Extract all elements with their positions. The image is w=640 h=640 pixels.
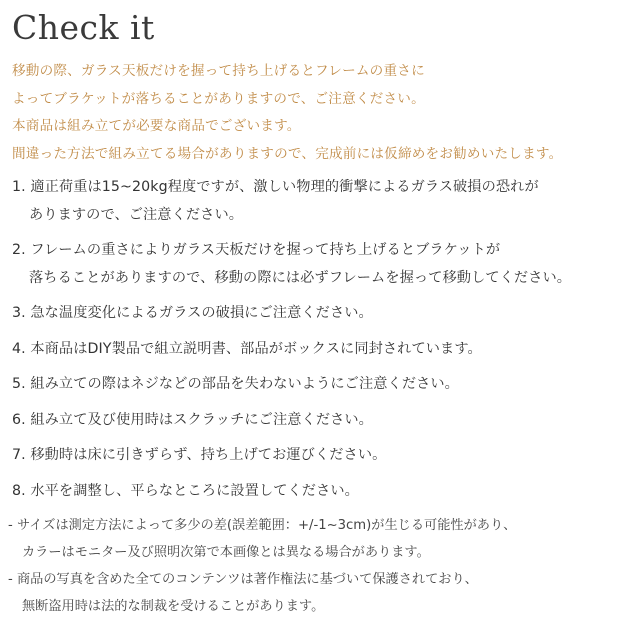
- note-item-3: [12, 300, 632, 328]
- note-line: ありますので、ご注意ください。: [29, 206, 244, 223]
- remarks-block: [8, 512, 632, 620]
- caution-line: よってブラケットが落ちることがありますので、ご注意ください。: [12, 90, 425, 107]
- note-line: 落ちることがありますので、移動の際には必ずフレームを握って移動してください。: [29, 269, 572, 286]
- numbered-notes-list: [12, 174, 632, 505]
- caution-block: [12, 58, 632, 168]
- note-item-2: [12, 237, 632, 292]
- remark-line: - 商品の写真を含めた全てのコンテンツは著作権法に基づいて保護されており、: [8, 572, 478, 587]
- note-item-4: [12, 336, 632, 364]
- caution-line: 移動の際、ガラス天板だけを握って持ち上げるとフレームの重さに: [12, 63, 425, 79]
- page-title: Check it: [12, 8, 155, 47]
- note-line: 2. フレームの重さによりガラス天板だけを握って持ち上げるとブラケットが: [12, 242, 501, 258]
- remark-line: 無断盗用時は法的な制裁を受けることがあります。: [22, 599, 325, 614]
- note-line: 3. 急な温度変化によるガラスの破損にご注意ください。: [12, 305, 373, 321]
- note-item-1: [12, 174, 632, 229]
- caution-line: 本商品は組み立てが必要な商品でございます。: [12, 118, 301, 134]
- note-line: 7. 移動時は床に引きずらず、持ち上げてお運びください。: [12, 447, 387, 463]
- note-line: 1. 適正荷重は15~20kg程度ですが、激しい物理的衝撃によるガラス破損の恐れが: [12, 179, 539, 195]
- note-item-8: [12, 478, 632, 506]
- caution-line: 間違った方法で組み立てる場合がありますので、完成前には仮締めをお勧めいたします。: [12, 145, 563, 162]
- note-line: 8. 水平を調整し、平らなところに設置してください。: [12, 482, 359, 499]
- note-item-5: [12, 371, 632, 399]
- remark-line: - サイズは測定方法によって多少の差(誤差範囲：+/-1~3cm)が生じる可能性があり、: [8, 518, 517, 533]
- remark-line: カラーはモニター及び照明次第で本画像とは異なる場合があります。: [22, 545, 430, 560]
- note-item-6: [12, 407, 632, 435]
- note-item-7: [12, 442, 632, 470]
- note-line: 6. 組み立て及び使用時はスクラッチにご注意ください。: [12, 411, 373, 428]
- note-line: 4. 本商品はDIY製品で組立説明書、部品がボックスに同封されています。: [12, 340, 482, 357]
- note-line: 5. 組み立ての際はネジなどの部品を失わないようにご注意ください。: [12, 376, 459, 392]
